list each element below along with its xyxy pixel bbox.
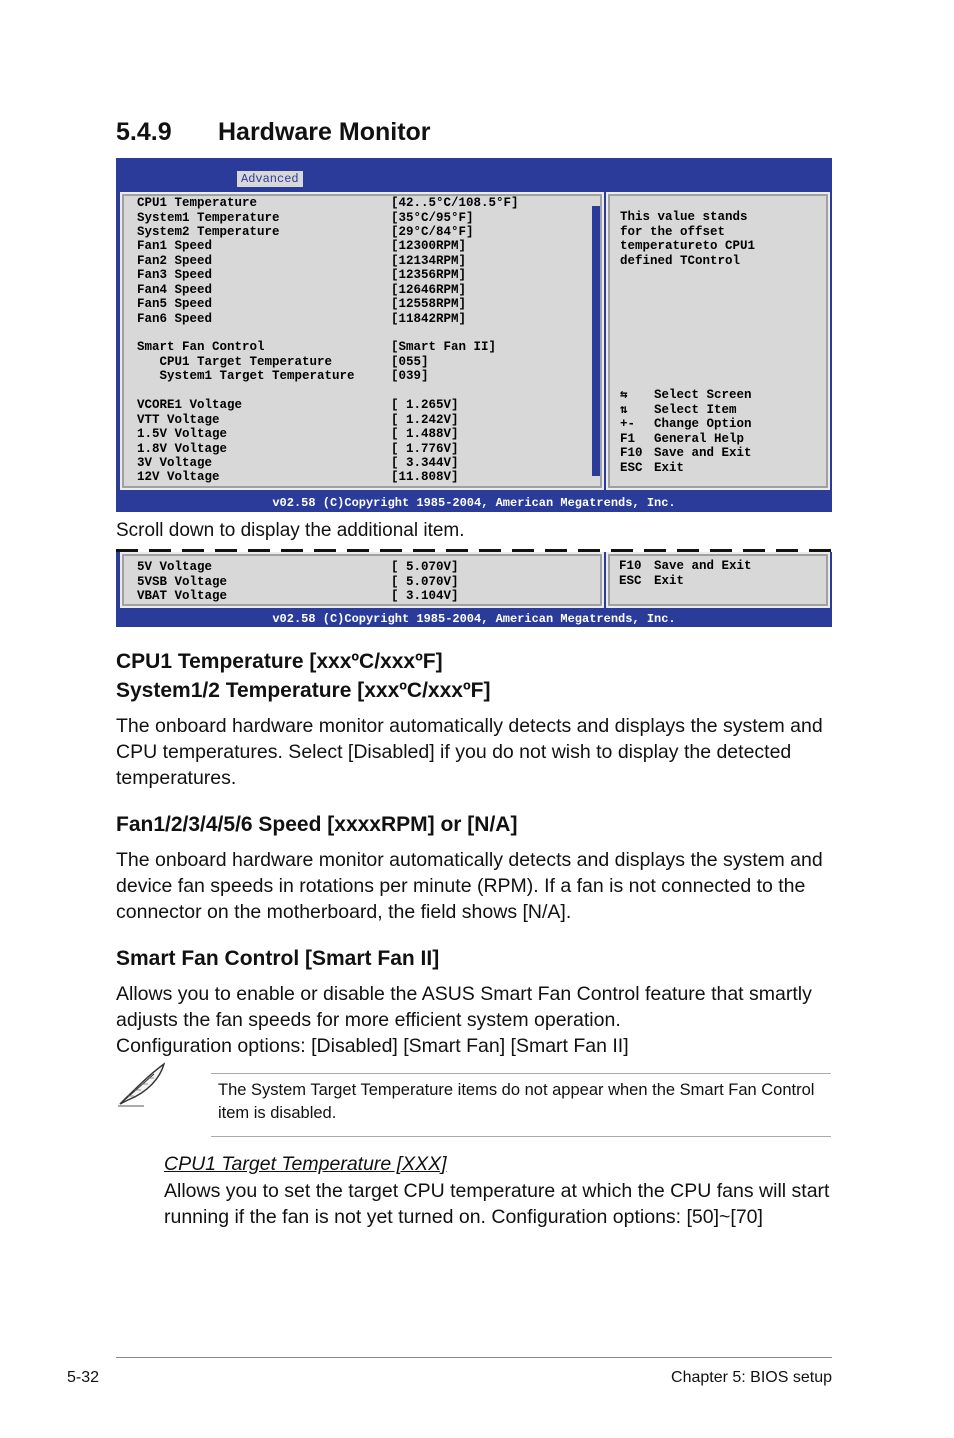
fan-speed-heading: Fan1/2/3/4/5/6 Speed [xxxxRPM] or [N/A] (116, 813, 518, 836)
setting-label: VBAT Voltage (137, 589, 228, 603)
smart-fan-heading: Smart Fan Control [Smart Fan II] (116, 947, 440, 970)
key-label: ESC (619, 573, 642, 588)
setting-value: [Smart Fan II] (391, 340, 497, 354)
setting-label: 1.5V Voltage (137, 427, 228, 441)
cpu-target-temp-title: CPU1 Target Temperature [XXX] (164, 1153, 447, 1175)
bios-copyright-2: v02.58 (C)Copyright 1985-2004, American Megatrends, Inc. (272, 612, 676, 626)
setting-label: CPU1 Temperature (137, 196, 258, 210)
footer-rule (116, 1357, 832, 1358)
setting-label: 5V Voltage (137, 560, 213, 574)
help-text-line: temperatureto CPU1 (620, 239, 756, 253)
setting-label: Fan2 Speed (137, 254, 213, 268)
setting-value: [11.808V] (391, 470, 459, 484)
key-action: Save and Exit (654, 559, 752, 573)
setting-value: [42..5°C/108.5°F] (391, 196, 519, 210)
setting-value: [039] (391, 369, 429, 383)
setting-label: 1.8V Voltage (137, 442, 228, 456)
setting-value: [ 1.776V] (391, 442, 459, 456)
key-label: ESC (620, 460, 643, 475)
setting-label: System1 Target Temperature (137, 369, 355, 383)
setting-value: [12300RPM] (391, 239, 467, 253)
setting-value: [ 1.488V] (391, 427, 459, 441)
setting-value: [ 5.070V] (391, 574, 459, 589)
smart-fan-description: Allows you to enable or disable the ASUS Smart Fan Control feature that smartly adjusts the fan speeds for more efficient system operation. (116, 983, 812, 1031)
key-label: F10 (619, 559, 642, 573)
cpu-temp-heading: CPU1 Temperature [xxxºC/xxxºF] (116, 650, 443, 673)
note-text: The System Target Temperature items do not appear when the Smart Fan Control item is disabled. (218, 1081, 815, 1122)
setting-label: System1 Temperature (137, 211, 280, 225)
key-action: General Help (654, 431, 745, 446)
setting-value: [35°C/95°F] (391, 211, 474, 225)
key-action: Exit (654, 460, 685, 475)
help-text-line: for the offset (620, 224, 726, 239)
setting-value: [055] (391, 355, 429, 369)
note-top-rule (211, 1073, 831, 1074)
setting-value: [12356RPM] (391, 268, 467, 282)
help-text-line: defined TControl (620, 253, 741, 268)
up-down-arrows-icon: ⇅ (620, 402, 628, 417)
setting-label: Fan4 Speed (137, 283, 213, 297)
left-right-arrows-icon: ⇆ (620, 388, 628, 402)
scroll-caption: Scroll down to display the additional item. (116, 520, 465, 541)
setting-label: Fan3 Speed (137, 268, 213, 282)
key-label: F1 (620, 431, 636, 446)
section-title: Hardware Monitor (218, 118, 431, 146)
chapter-label: Chapter 5: BIOS setup (671, 1369, 832, 1386)
system-temp-heading: System1/2 Temperature [xxxºC/xxxºF] (116, 679, 491, 702)
key-action: Select Screen (654, 388, 752, 402)
setting-value: [ 5.070V] (391, 560, 459, 574)
setting-value: [ 1.265V] (391, 398, 459, 412)
setting-value: [ 3.344V] (391, 456, 459, 470)
help-text-line: This value stands (620, 210, 748, 224)
page-number: 5-32 (67, 1369, 100, 1386)
setting-label: VCORE1 Voltage (137, 398, 243, 412)
setting-value: [ 3.104V] (391, 589, 459, 603)
setting-label: 3V Voltage (137, 456, 213, 470)
bios-copyright: v02.58 (C)Copyright 1985-2004, American Megatrends, Inc. (272, 496, 676, 510)
setting-value: [29°C/84°F] (391, 225, 474, 239)
scrollbar[interactable] (592, 206, 600, 476)
smart-fan-options: Configuration options: [Disabled] [Smart Fan] [Smart Fan II] (116, 1035, 629, 1057)
key-action: Save and Exit (654, 446, 752, 460)
cpu-target-temp-description: Allows you to set the target CPU temperature at which the CPU fans will start running if the fan is not yet turned on. Configuration options: [50]~[70] (164, 1180, 830, 1228)
setting-label: 12V Voltage (137, 470, 220, 484)
setting-value: [ 1.242V] (391, 413, 459, 427)
key-action: Exit (654, 573, 685, 588)
key-label: F10 (620, 446, 643, 460)
bios-screen-scrolled (116, 552, 832, 627)
key-label: +- (620, 417, 636, 431)
setting-label: Fan5 Speed (137, 297, 213, 311)
setting-label: Fan1 Speed (137, 239, 213, 253)
setting-label: Smart Fan Control (137, 340, 265, 354)
setting-label: Fan6 Speed (137, 312, 213, 326)
key-action: Change Option (654, 417, 752, 431)
setting-value: [11842RPM] (391, 312, 467, 326)
setting-value: [12646RPM] (391, 283, 467, 297)
setting-value: [12134RPM] (391, 254, 467, 268)
bios-screen-main (116, 158, 832, 512)
setting-value: [12558RPM] (391, 297, 467, 311)
note-quill-icon (114, 1060, 168, 1108)
key-action: Select Item (654, 402, 737, 417)
section-number: 5.4.9 (116, 118, 172, 146)
setting-label: 5VSB Voltage (137, 574, 228, 589)
bios-tab-bar (116, 158, 832, 188)
setting-label: CPU1 Target Temperature (137, 355, 333, 369)
setting-label: VTT Voltage (137, 413, 220, 427)
fan-speed-description: The onboard hardware monitor automatically detects and displays the system and device fan speeds in rotations per minute (RPM). If a fan is not connected to the connector on the motherboard, the field shows [N/A]. (116, 849, 823, 923)
note-bottom-rule (211, 1136, 831, 1137)
cpu-temp-description: The onboard hardware monitor automatically detects and displays the system and CPU temperatures. Select [Disabled] if you do not wish to display the detected temperatures. (116, 715, 823, 789)
setting-label: System2 Temperature (137, 225, 280, 239)
tab-advanced[interactable]: Advanced (237, 171, 303, 187)
